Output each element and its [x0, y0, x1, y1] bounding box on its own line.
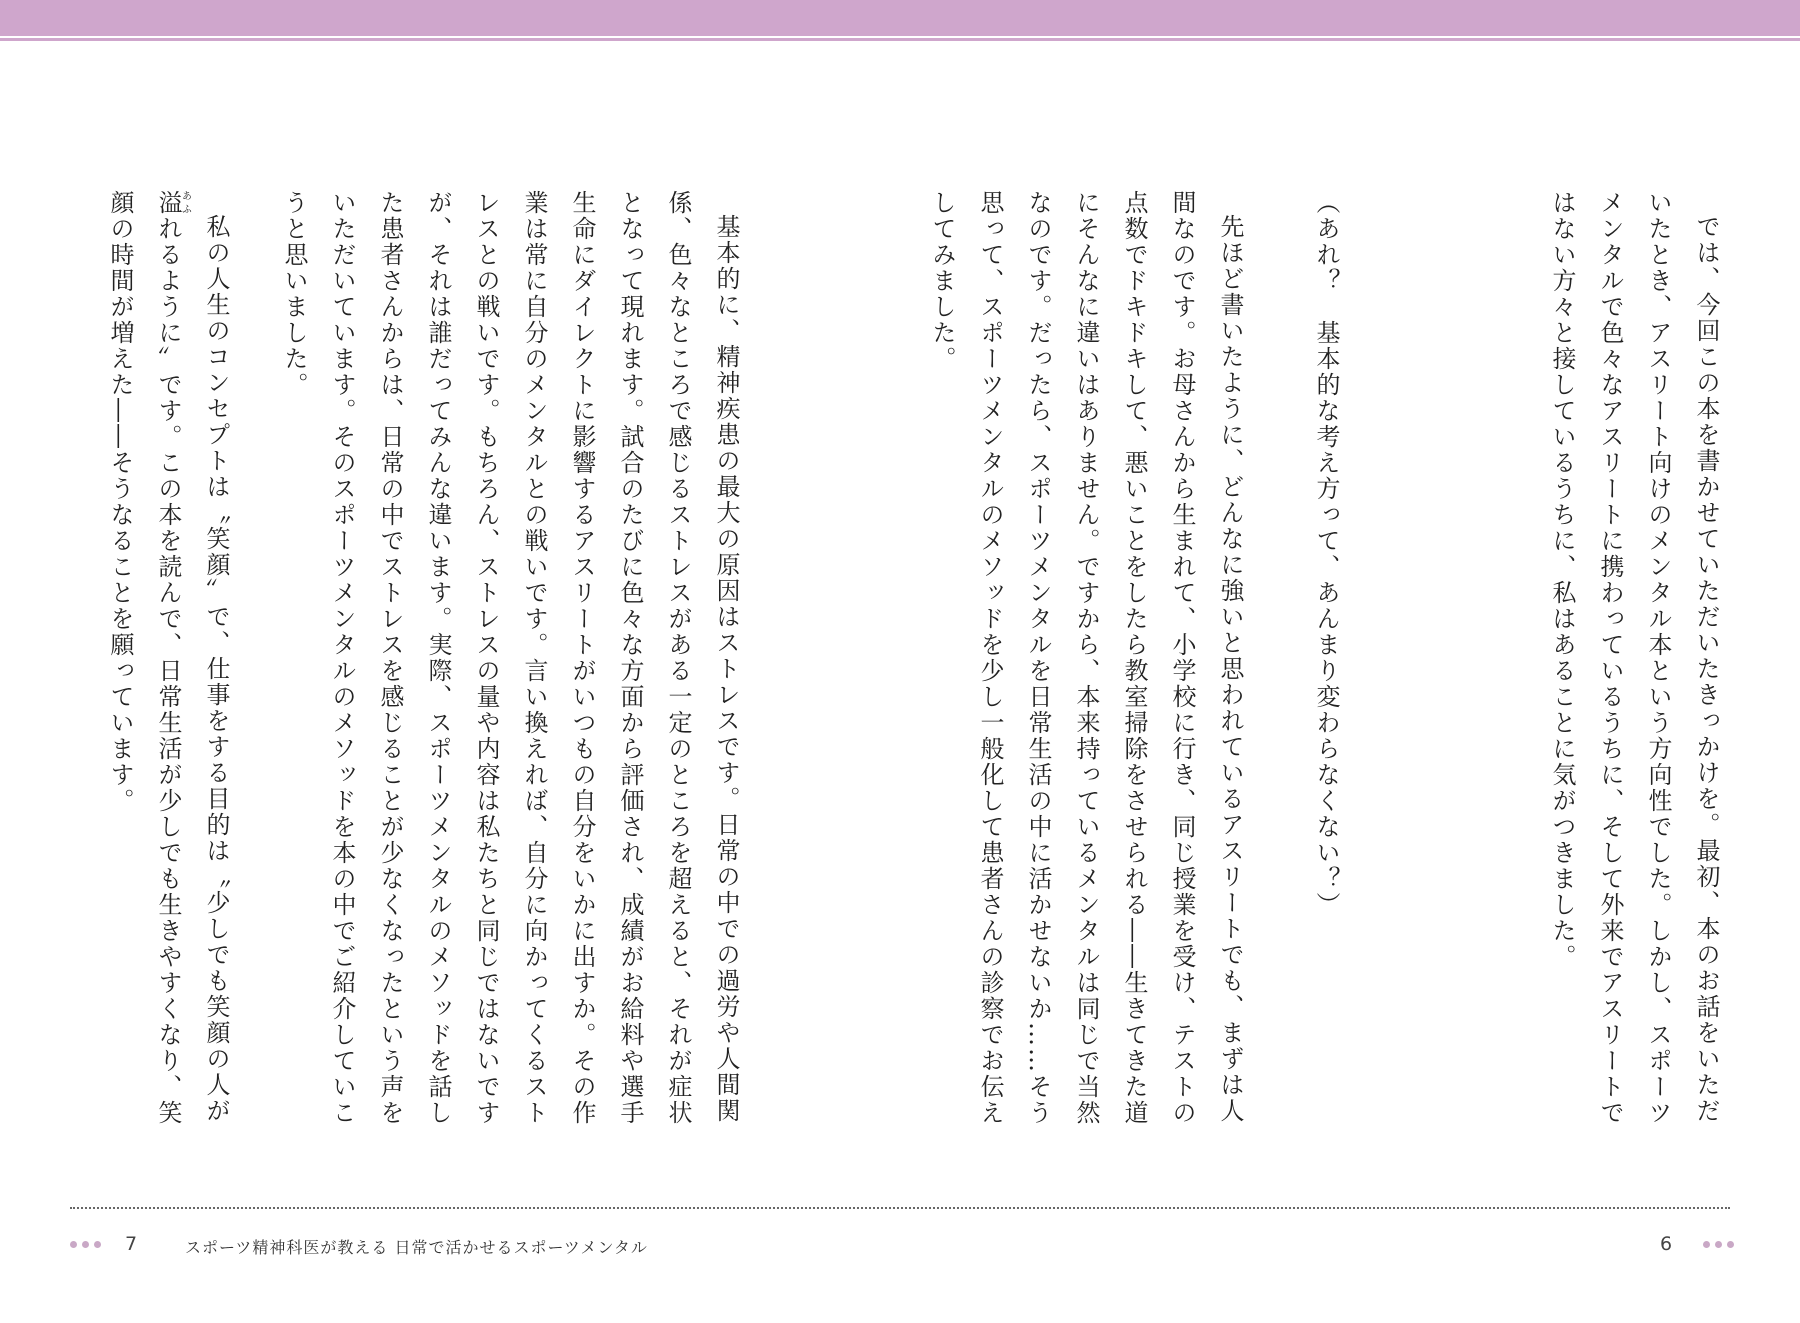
paragraph-inner-thought: （あれ？ 基本的な考え方って、あんまり変わらなくない？）	[1312, 190, 1340, 918]
paragraph-athletes-are-human: 先ほど書いたように、どんなに強いと思われているアスリートでも、まずは人間なのです。お母さんから生まれて、小学校に行き、同じ授業を受け、テストの点数でドキドキして、悪いことをしたら教室掃除をさせられる――生きてきた道にそんなに違いはありません。ですから、本来持っているメンタルは同じで当然なのです。だったら、スポーツメンタルを日常生活の中に活かせないか……そう思って、スポーツメンタルのメソッドを少し一般化して患者さんの診察でお伝えしてみました。	[928, 190, 1244, 1126]
paragraph-stress: 基本的に、精神疾患の最大の原因はストレスです。日常の中での過労や人間関係、色々なところで感じるストレスがある一定のところを超えると、それが症状となって現れます。試合のたびに色々な方面から評価され、成績がお給料や選手生命にダイレクトに影響するアスリートがいつもの自分をいかに出すか。その作業は常に自分のメンタルとの戦いです。言い換えれば、自分に向かってくるストレスとの戦いです。もちろん、ストレスの量や内容は私たちと同じではないですが、それは誰だってみんな違います。実際、スポーツメンタルのメソッドを話した患者さんからは、日常の中でストレスを感じることが少なくなったという声をいただいています。そのスポーツメンタルのメソッドを本の中でご紹介していこうと思いました。	[280, 190, 740, 1126]
concept-text-part-1: 私の人生のコンセプトは〝笑顔〟で、仕事をする目的は〝少しでも笑顔の人が	[202, 214, 230, 1124]
dot-icon	[1715, 1241, 1722, 1248]
dot-icon	[94, 1241, 101, 1248]
footer-dots-right	[1703, 1241, 1734, 1251]
footer-dots-left	[70, 1241, 101, 1251]
page-number-left: 7	[125, 1233, 138, 1255]
dot-icon	[70, 1241, 77, 1248]
page-number-right: 6	[1660, 1233, 1673, 1255]
concept-text-part-2: れるように〟です。この本を読んで、日常生活が少しでも生きやすくなり、笑顔の時間が増えた――そうなることを願っています。	[106, 190, 182, 1126]
dot-icon	[1727, 1241, 1734, 1248]
text-block-concept	[70, 190, 240, 1140]
text-block-thought	[890, 190, 1350, 1140]
text-block-stress	[250, 190, 750, 1140]
header-rule	[0, 38, 1800, 41]
footer-dotted-rule	[70, 1207, 1730, 1209]
dot-icon	[82, 1241, 89, 1248]
paragraph-intro: では、今回この本を書かせていただいたきっかけを。最初、本のお話をいただいたとき、アスリート向けのメンタル本という方向性でした。しかし、スポーツメンタルで色々なアスリートに携わっているうちに、そして外来でアスリートではない方々と接しているうちに、私はあることに気がつきました。	[1548, 190, 1720, 1126]
paragraph-life-concept	[96, 190, 240, 1140]
dot-icon	[1703, 1241, 1710, 1248]
running-title: スポーツ精神科医が教える 日常で活かせるスポーツメンタル	[185, 1238, 648, 1257]
header-color-band	[0, 0, 1800, 36]
ruby-afureru	[154, 190, 191, 216]
ruby-base: 溢	[154, 190, 182, 216]
ruby-reading: あふ	[179, 190, 191, 216]
text-block-intro	[1430, 190, 1730, 1140]
